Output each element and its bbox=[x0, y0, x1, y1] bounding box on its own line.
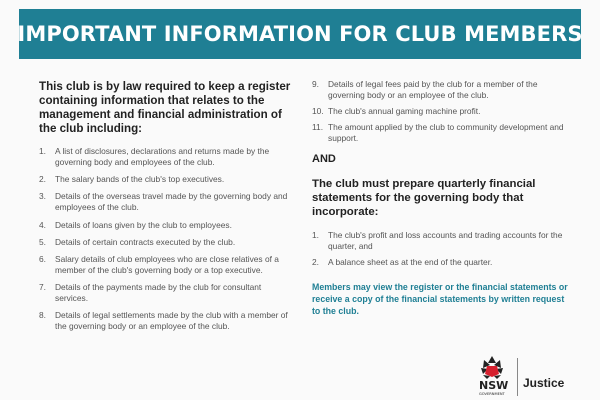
list-item bbox=[39, 254, 291, 276]
list-item bbox=[39, 282, 291, 304]
nsw-wordmark: NSW bbox=[479, 379, 509, 392]
list-item-number: 10. bbox=[312, 106, 324, 116]
list-item bbox=[312, 106, 570, 117]
list-item-number: 9. bbox=[312, 79, 319, 89]
right-column bbox=[312, 79, 570, 326]
list-item bbox=[39, 237, 291, 248]
member-access-note: Members may view the register or the financial statements or receive a copy of the financial statements by written request to the club. bbox=[312, 282, 568, 317]
list-item bbox=[39, 191, 291, 213]
list-item bbox=[39, 146, 291, 168]
list-item-number: 4. bbox=[39, 219, 46, 230]
justice-wordmark: Justice bbox=[523, 376, 565, 390]
list-item bbox=[312, 257, 570, 268]
list-item bbox=[312, 79, 570, 101]
list-item bbox=[39, 174, 291, 185]
list-item-text: Details of certain contracts executed by the club. bbox=[55, 236, 236, 247]
list-item-text: The club's profit and loss accounts and trading accounts for the quarter, and bbox=[328, 230, 563, 251]
list-item-number: 8. bbox=[39, 310, 46, 321]
list-item-number: 2. bbox=[312, 257, 319, 267]
list-item-text: Details of legal settlements made by the club with a member of the governing body or an employee of the club. bbox=[55, 310, 288, 332]
list-item-text: The amount applied by the club to community development and support. bbox=[328, 122, 564, 143]
list-item bbox=[312, 122, 570, 144]
list-item bbox=[39, 220, 291, 231]
list-item-text: A balance sheet as at the end of the quarter. bbox=[328, 257, 493, 267]
list-item-text: Details of the payments made by the club for consultant services. bbox=[55, 282, 262, 304]
list-item-number: 1. bbox=[39, 146, 46, 156]
list-item-text: A list of disclosures, declarations and returns made by the governing body and employees of the club. bbox=[55, 146, 270, 167]
list-item-number: 5. bbox=[39, 236, 46, 247]
intro-text: This club is by law required to keep a register containing information that relates to the management and financial administration of the club including: bbox=[39, 80, 291, 135]
waratah-icon bbox=[481, 356, 503, 379]
register-list-continued bbox=[312, 79, 570, 144]
list-item-number: 7. bbox=[39, 282, 46, 293]
financial-statements-list bbox=[312, 230, 570, 268]
list-item bbox=[39, 310, 291, 332]
list-item-number: 3. bbox=[39, 191, 46, 202]
list-item-text: Details of the overseas travel made by the governing body and employees of the club. bbox=[55, 191, 288, 213]
list-item-text: Salary details of club employees who are close relatives of a member of the club's governing body or a top executive. bbox=[55, 253, 279, 275]
list-item-number: 11. bbox=[312, 122, 324, 132]
page-title: IMPORTANT INFORMATION FOR CLUB MEMBERS bbox=[17, 22, 583, 46]
list-item-text: The club's annual gaming machine profit. bbox=[328, 106, 481, 116]
financial-statements-heading: The club must prepare quarterly financial statements for the governing body that incorporate: bbox=[312, 178, 536, 218]
title-banner bbox=[19, 9, 581, 59]
list-item-text: Details of loans given by the club to employees. bbox=[55, 219, 232, 230]
register-list bbox=[39, 146, 291, 332]
government-wordmark: GOVERNMENT bbox=[479, 392, 505, 396]
list-item-number: 2. bbox=[39, 174, 46, 185]
list-item-number: 6. bbox=[39, 253, 46, 264]
and-label: AND bbox=[312, 153, 336, 165]
list-item-number: 1. bbox=[312, 230, 319, 240]
logo-divider bbox=[517, 358, 518, 396]
list-item-text: The salary bands of the club's top executives. bbox=[55, 174, 225, 185]
list-item-text: Details of legal fees paid by the club for a member of the governing body or an employee of the club. bbox=[328, 79, 538, 100]
left-column bbox=[39, 80, 291, 339]
list-item bbox=[312, 230, 570, 252]
